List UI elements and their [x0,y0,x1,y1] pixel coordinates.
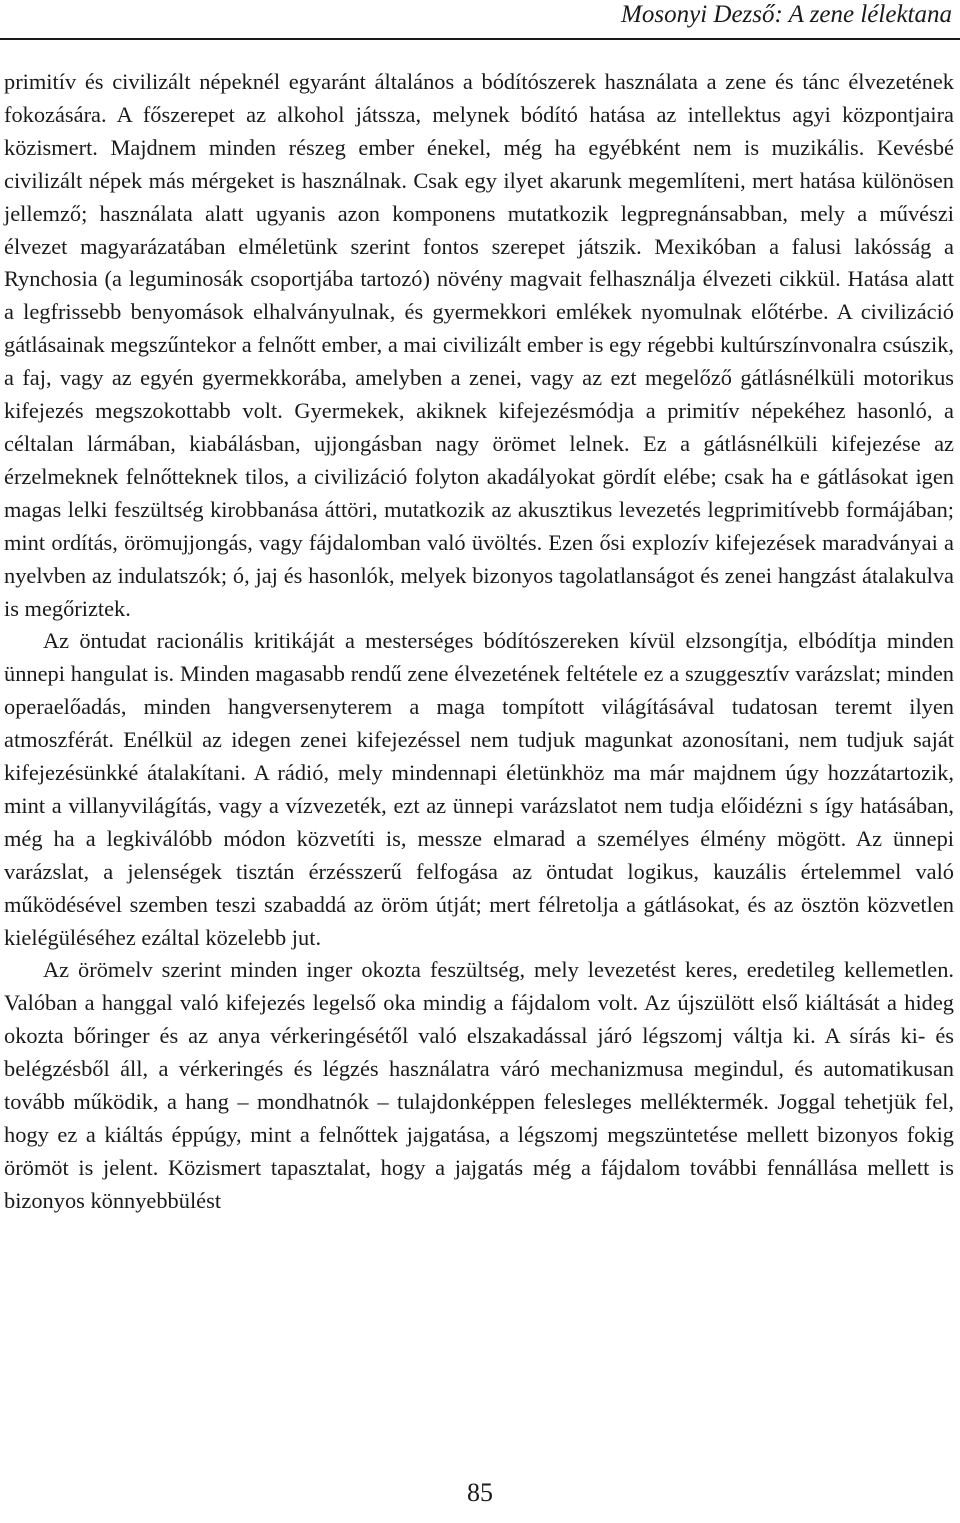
paragraph: Az öntudat racionális kritikáját a mesterséges bódítószereken kívül elzsongítja, elbódítja minden ünnepi hangulat is. Minden magasabb rendű zene élvezetének feltétele ez a szuggesztív varázslat; minden operaelőadás, minden hangversenyterem a maga tompított világításával tudatosan teremt ilyen atmoszférát. Enélkül az idegen zenei kifejezéssel nem tudjuk magunkat azonosítani, nem tudjuk saját kifejezésünkké átalakítani. A rádió, mely mindennapi életünkhöz ma már majdnem úgy hozzátartozik, mint a villanyvilágítás, vagy a vízvezeték, ezt az ünnepi varázslatot nem tudja előidézni s így hatásában, még ha a legkiválóbb módon közvetíti is, messze elmarad a személyes élmény mögött. Az ünnepi varázslat, a jelenségek tisztán érzésszerű felfogása az öntudat logikus, kauzális értelemmel való működésével szemben teszi szabaddá az öröm útját; mert félretolja a gátlásokat, és az ösztön közvetlen kielégüléséhez ezáltal közelebb jut. [4,628,954,950]
paragraph-continuation: primitív és civilizált népeknél egyaránt általános a bódítószerek használata a zene és tánc élvezetének fokozására. A főszerepet az alkohol játssza, melynek bódító hatása az intellektus agyi központjaira közismert. Majdnem minden részeg ember énekel, még ha egyébként nem is muzikális. Kevésbé civilizált népek más mérgeket is használnak. Csak egy ilyet akarunk megemlíteni, mert hatása különösen jellemző; használata alatt ugyanis azon komponens mutatkozik legpregnánsabban, mely a művészi élvezet magyarázatában elméletünk szerint fontos szerepet játszik. Mexikóban a falusi lakósság a Rynchosia (a leguminosák csoportjába tartozó) növény magvait felhasználja élvezeti cikkül. Hatása alatt a legfrissebb benyomások elhalványulnak, és gyermekkori emlékek nyomulnak előtérbe. A civilizáció gátlásainak megszűntekor a felnőtt ember, a mai civilizált ember is egy régebbi kultúrszínvonalra csúszik, a faj, vagy az egyén gyermekkorába, amelyben a zenei, vagy az ezt megelőző gátlásnélküli motorikus kifejezés megszokottabb volt. Gyermekek, akiknek kifejezésmódja a primitív népekéhez hasonló, a céltalan lármában, kiabálásban, ujjongásban nagy örömet lelnek. Ez a gátlásnélküli kifejezése az érzelmeknek felnőtteknek tilos, a civilizáció folyton akadályokat gördít elébe; csak ha e gátlásokat igen magas lelki feszültség kirobbanása áttöri, mutatkozik az akusztikus levezetés legprimitívebb formájában; mint ordítás, örömujjongás, vagy fájdalomban való üvöltés. Ezen ősi explozív kifejezések maradványai a nyelvben az indulatszók; ó, jaj és hasonlók, melyek bizonyos tagolatlanságot és zenei hangzást átalakulva is megőriztek. [4,69,954,621]
header-rule [0,38,960,40]
body-text [4,66,954,1218]
running-header: Mosonyi Dezső: A zene lélektana [621,1,952,28]
paragraph: Az örömelv szerint minden inger okozta feszültség, mely levezetést keres, eredetileg kellemetlen. Valóban a hanggal való kifejezés legelső oka mindig a fájdalom volt. Az újszülött első kiáltását a hideg okozta bőringer és az anya vérkeringésétől való elszakadással járó légszomj váltja ki. A sírás ki- és belégzésből áll, a vérkeringés és légzés használatra váró mechanizmusa megindul, és automatikusan tovább működik, a hang – mondhatnók – tulajdonképpen felesleges melléktermék. Joggal tehetjük fel, hogy ez a kiáltás éppúgy, mint a felnőttek jajgatása, a légszomj megszüntetése mellett bizonyos fokig örömöt is jelent. Közismert tapasztalat, hogy a jajgatás még a fájdalom további fennállása mellett is bizonyos könnyebbülést [4,957,954,1213]
page-number: 85 [467,1478,493,1507]
